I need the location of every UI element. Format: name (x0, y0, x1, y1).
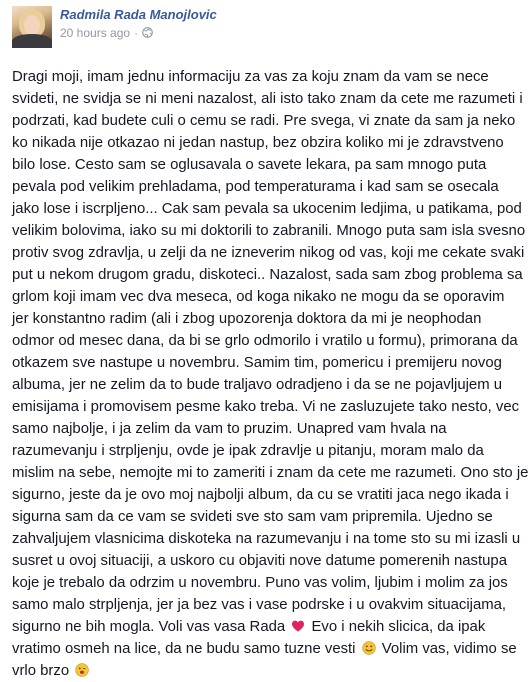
post-line-segment: Volim vas, vidimo se (381, 641, 517, 657)
post-line: podrzati, kad budete culi o cemu se radi. Pre svega, vi znate da sam ja neko (12, 113, 516, 129)
post-line-segment: Evo i nekih slicica, da ipak (311, 619, 486, 635)
post-line: sigurno, jeste da je ovo moj najbolji album, da cu se vratiti jaca nego ikada i (12, 487, 509, 503)
post-line: samo malo strpljenja, jer ja bez vas i vase podrske i u ovakvim situacijama, (12, 597, 507, 613)
post-line: odmor od mesec dana, da bi se grlo odmorilo i vratilo u formu), primorana da (12, 333, 518, 349)
post-line: emisijama i promovisem pesme kako treba. Vi ne zasluzujete tako nesto, vec (12, 399, 520, 415)
post-line (12, 638, 517, 660)
globe-icon[interactable] (142, 27, 153, 38)
post-line: mislim na sebe, nemojte mi to zameriti i znam da cete me razumeti. Ono sto je (12, 465, 528, 481)
post-line: jako lose i iscrpljeno... Cak sam pevala sa ukocenim ledjima, u patikama, pod (12, 201, 522, 217)
post-line: albuma, jer ne zelim da to bude traljavo odradjeno i da se ne pojavljujem u (12, 377, 503, 393)
post-line: protiv svog zdravlja, u zelji da ne izneverim nikog od vas, koji me cekate svaki (12, 245, 525, 261)
post-line: Dragi moji, imam jednu informaciju za vas za koju znam da vam se nece (12, 69, 489, 85)
author-avatar[interactable] (12, 6, 52, 46)
post-line: sigurna sam da ce vam se svideti sve sto sam vam pripremila. Ujedno se (12, 509, 493, 525)
post-line: put u nekom drugom gradu, diskoteci.. Nazalost, sada sam zbog problema sa (12, 267, 523, 283)
author-name-link[interactable]: Radmila Rada Manojlovic (60, 7, 217, 22)
wink-emoji (75, 663, 89, 677)
post-body (12, 66, 528, 682)
post-line: razumevanju i strpljenju, ovde je ipak zdravlje u pitanju, moram malo da (12, 443, 484, 459)
post-meta (60, 26, 153, 40)
post-line: pevala pod velikim prehladama, pod temperaturama i kad sam se osecala (12, 179, 499, 195)
timestamp-link[interactable]: 20 hours ago (60, 26, 131, 40)
post-line: samo najbolje, i ja zelim da vam to pruzim. Unapred vam hvala na (12, 421, 447, 437)
post-line (12, 616, 498, 638)
post-line: svideti, ne svidja se ni meni nazalost, ali isto tako znam da cete me razumeti i (12, 91, 523, 107)
post-line: susret u ovoj situaciji, a uskoro cu objaviti nove datume pomerenih nastupa (12, 553, 507, 569)
meta-separator: · (134, 26, 139, 40)
post-line-segment: vrlo brzo (12, 663, 70, 679)
post-line: otkazem sve nastupe u novembru. Samim tim, pomericu i premijeru novog (12, 355, 502, 371)
post-line-segment: sigurno ne bih mogla. Voli vas vasa Rada (12, 619, 286, 635)
heart-emoji (291, 619, 305, 633)
post-line-segment: vratimo osmeh na lice, da ne budu samo tuzne vesti (12, 641, 356, 657)
post-line: zahvaljujem vlasnicima diskoteka na razumevanju i na tome sto su mi izasli u (12, 531, 521, 547)
post-line: grlom koji imam vec dva meseca, od koga nikako ne mogu da se oporavim (12, 289, 505, 305)
post-line: ko nikada nije otkazao ni jedan nastup, bez obzira koliko mi je zdravstveno (12, 135, 504, 151)
post-line (12, 660, 498, 682)
post-line: jer konstantno radim (ali i zbog upozorenja doktora da mi je neophodan (12, 311, 482, 327)
post-line: velikim bolovima, iako su mi doktorili to zabranili. Mnogo puta sam isla svesno (12, 223, 526, 239)
post-line: bilo lose. Cesto sam se oglusavala o savete lekara, pa sam mnogo puta (12, 157, 487, 173)
post-line: koje je trebalo da odrzim u novembru. Puno vas volim, ljubim i molim za jos (12, 575, 508, 591)
smile-emoji (362, 641, 376, 655)
